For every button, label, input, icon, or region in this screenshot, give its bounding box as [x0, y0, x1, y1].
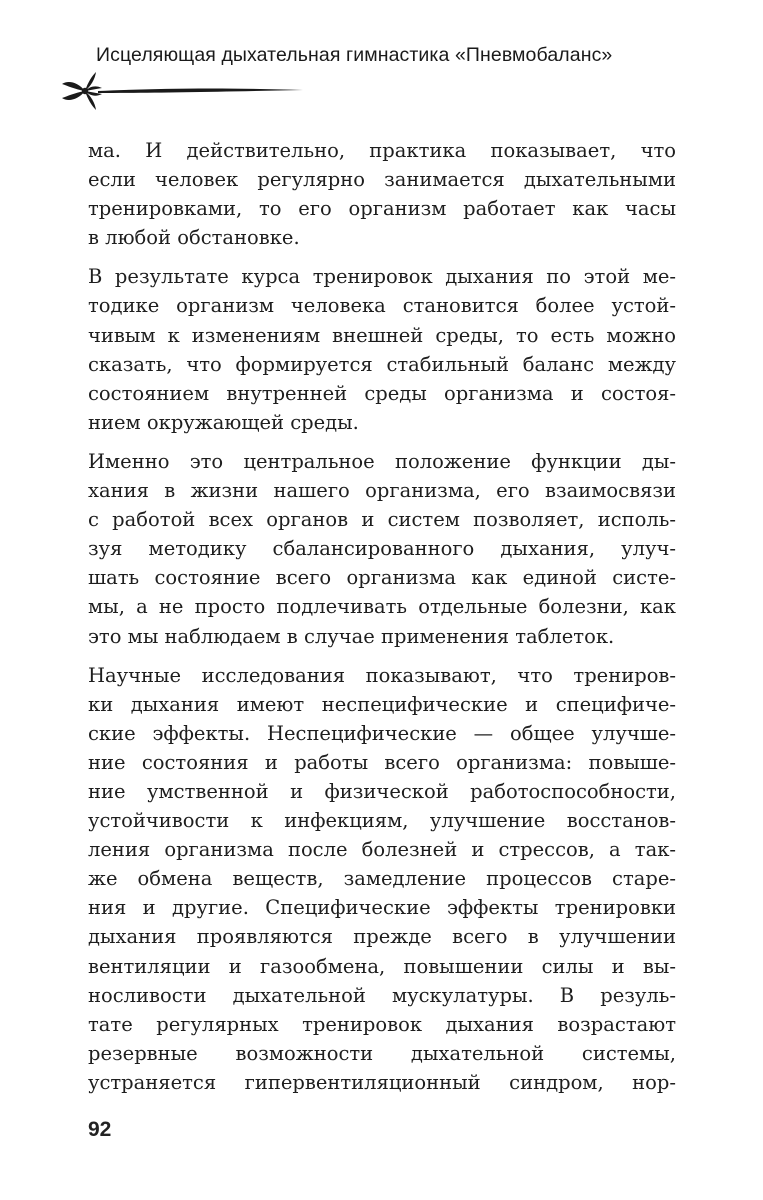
- text-line: это мы наблюдаем в случае применения таблеток.: [88, 624, 615, 648]
- text-line: если человек регулярно занимается дыхательными: [88, 168, 676, 192]
- running-head-title: Исцеляющая дыхательная гимнастика «Пневмобаланс»: [96, 44, 613, 66]
- text-line: чивым к изменениям внешней среды, то есть можно: [88, 323, 676, 347]
- text-line: Именно это центральное положение функции ды-: [88, 449, 676, 473]
- text-line: ки дыхания имеют неспецифические и специфиче-: [88, 692, 676, 716]
- text-line: шать состояние всего организма как единой систе-: [88, 566, 676, 590]
- paragraph-4: [88, 661, 676, 1097]
- text-line: В результате курса тренировок дыхания по этой ме-: [88, 265, 676, 289]
- text-line: же обмена веществ, замедление процессов старе-: [88, 867, 676, 891]
- text-line: нием окружающей среды.: [88, 410, 359, 434]
- text-line: в любой обстановке.: [88, 226, 300, 250]
- text-line: хания в жизни нашего организма, его взаимосвязи: [88, 479, 676, 503]
- ornament-divider-icon: [58, 70, 308, 112]
- text-line: с работой всех органов и систем позволяет, исполь-: [88, 508, 676, 532]
- text-line: вентиляции и газообмена, повышении силы и вы-: [88, 954, 676, 978]
- body-text: [88, 136, 676, 1107]
- paragraph-1: [88, 136, 676, 252]
- text-line: ские эффекты. Неспецифические — общее улучше-: [88, 721, 676, 745]
- text-line: устраняется гипервентиляционный синдром, нор-: [88, 1070, 676, 1094]
- text-line: ние состояния и работы всего организма: повыше-: [88, 750, 676, 774]
- paragraph-3: [88, 447, 676, 651]
- text-line: носливости дыхательной мускулатуры. В резуль-: [88, 983, 676, 1007]
- text-line: ма. И действительно, практика показывает, что: [88, 139, 676, 162]
- text-line: устойчивости к инфекциям, улучшение восстанов-: [88, 809, 676, 833]
- text-line: ния и другие. Специфические эффекты тренировки: [88, 896, 676, 920]
- text-line: состоянием внутренней среды организма и состоя-: [88, 381, 676, 405]
- text-line: дыхания проявляются прежде всего в улучшении: [88, 925, 676, 949]
- text-line: тодике организм человека становится более устой-: [88, 294, 676, 318]
- text-line: резервные возможности дыхательной системы,: [88, 1041, 676, 1065]
- text-line: сказать, что формируется стабильный баланс между: [88, 352, 676, 376]
- text-line: тате регулярных тренировок дыхания возрастают: [88, 1012, 676, 1036]
- paragraph-2: [88, 262, 676, 437]
- text-line: ления организма после болезней и стрессов, а так-: [88, 838, 676, 862]
- text-line: зуя методику сбалансированного дыхания, улуч-: [88, 537, 676, 561]
- text-line: Научные исследования показывают, что трениров-: [88, 663, 676, 687]
- text-line: мы, а не просто подлечивать отдельные болезни, как: [88, 595, 676, 619]
- text-line: ние умственной и физической работоспособности,: [88, 779, 676, 803]
- page-number: 92: [88, 1118, 112, 1141]
- text-line: тренировками, то его организм работает как часы: [88, 197, 676, 221]
